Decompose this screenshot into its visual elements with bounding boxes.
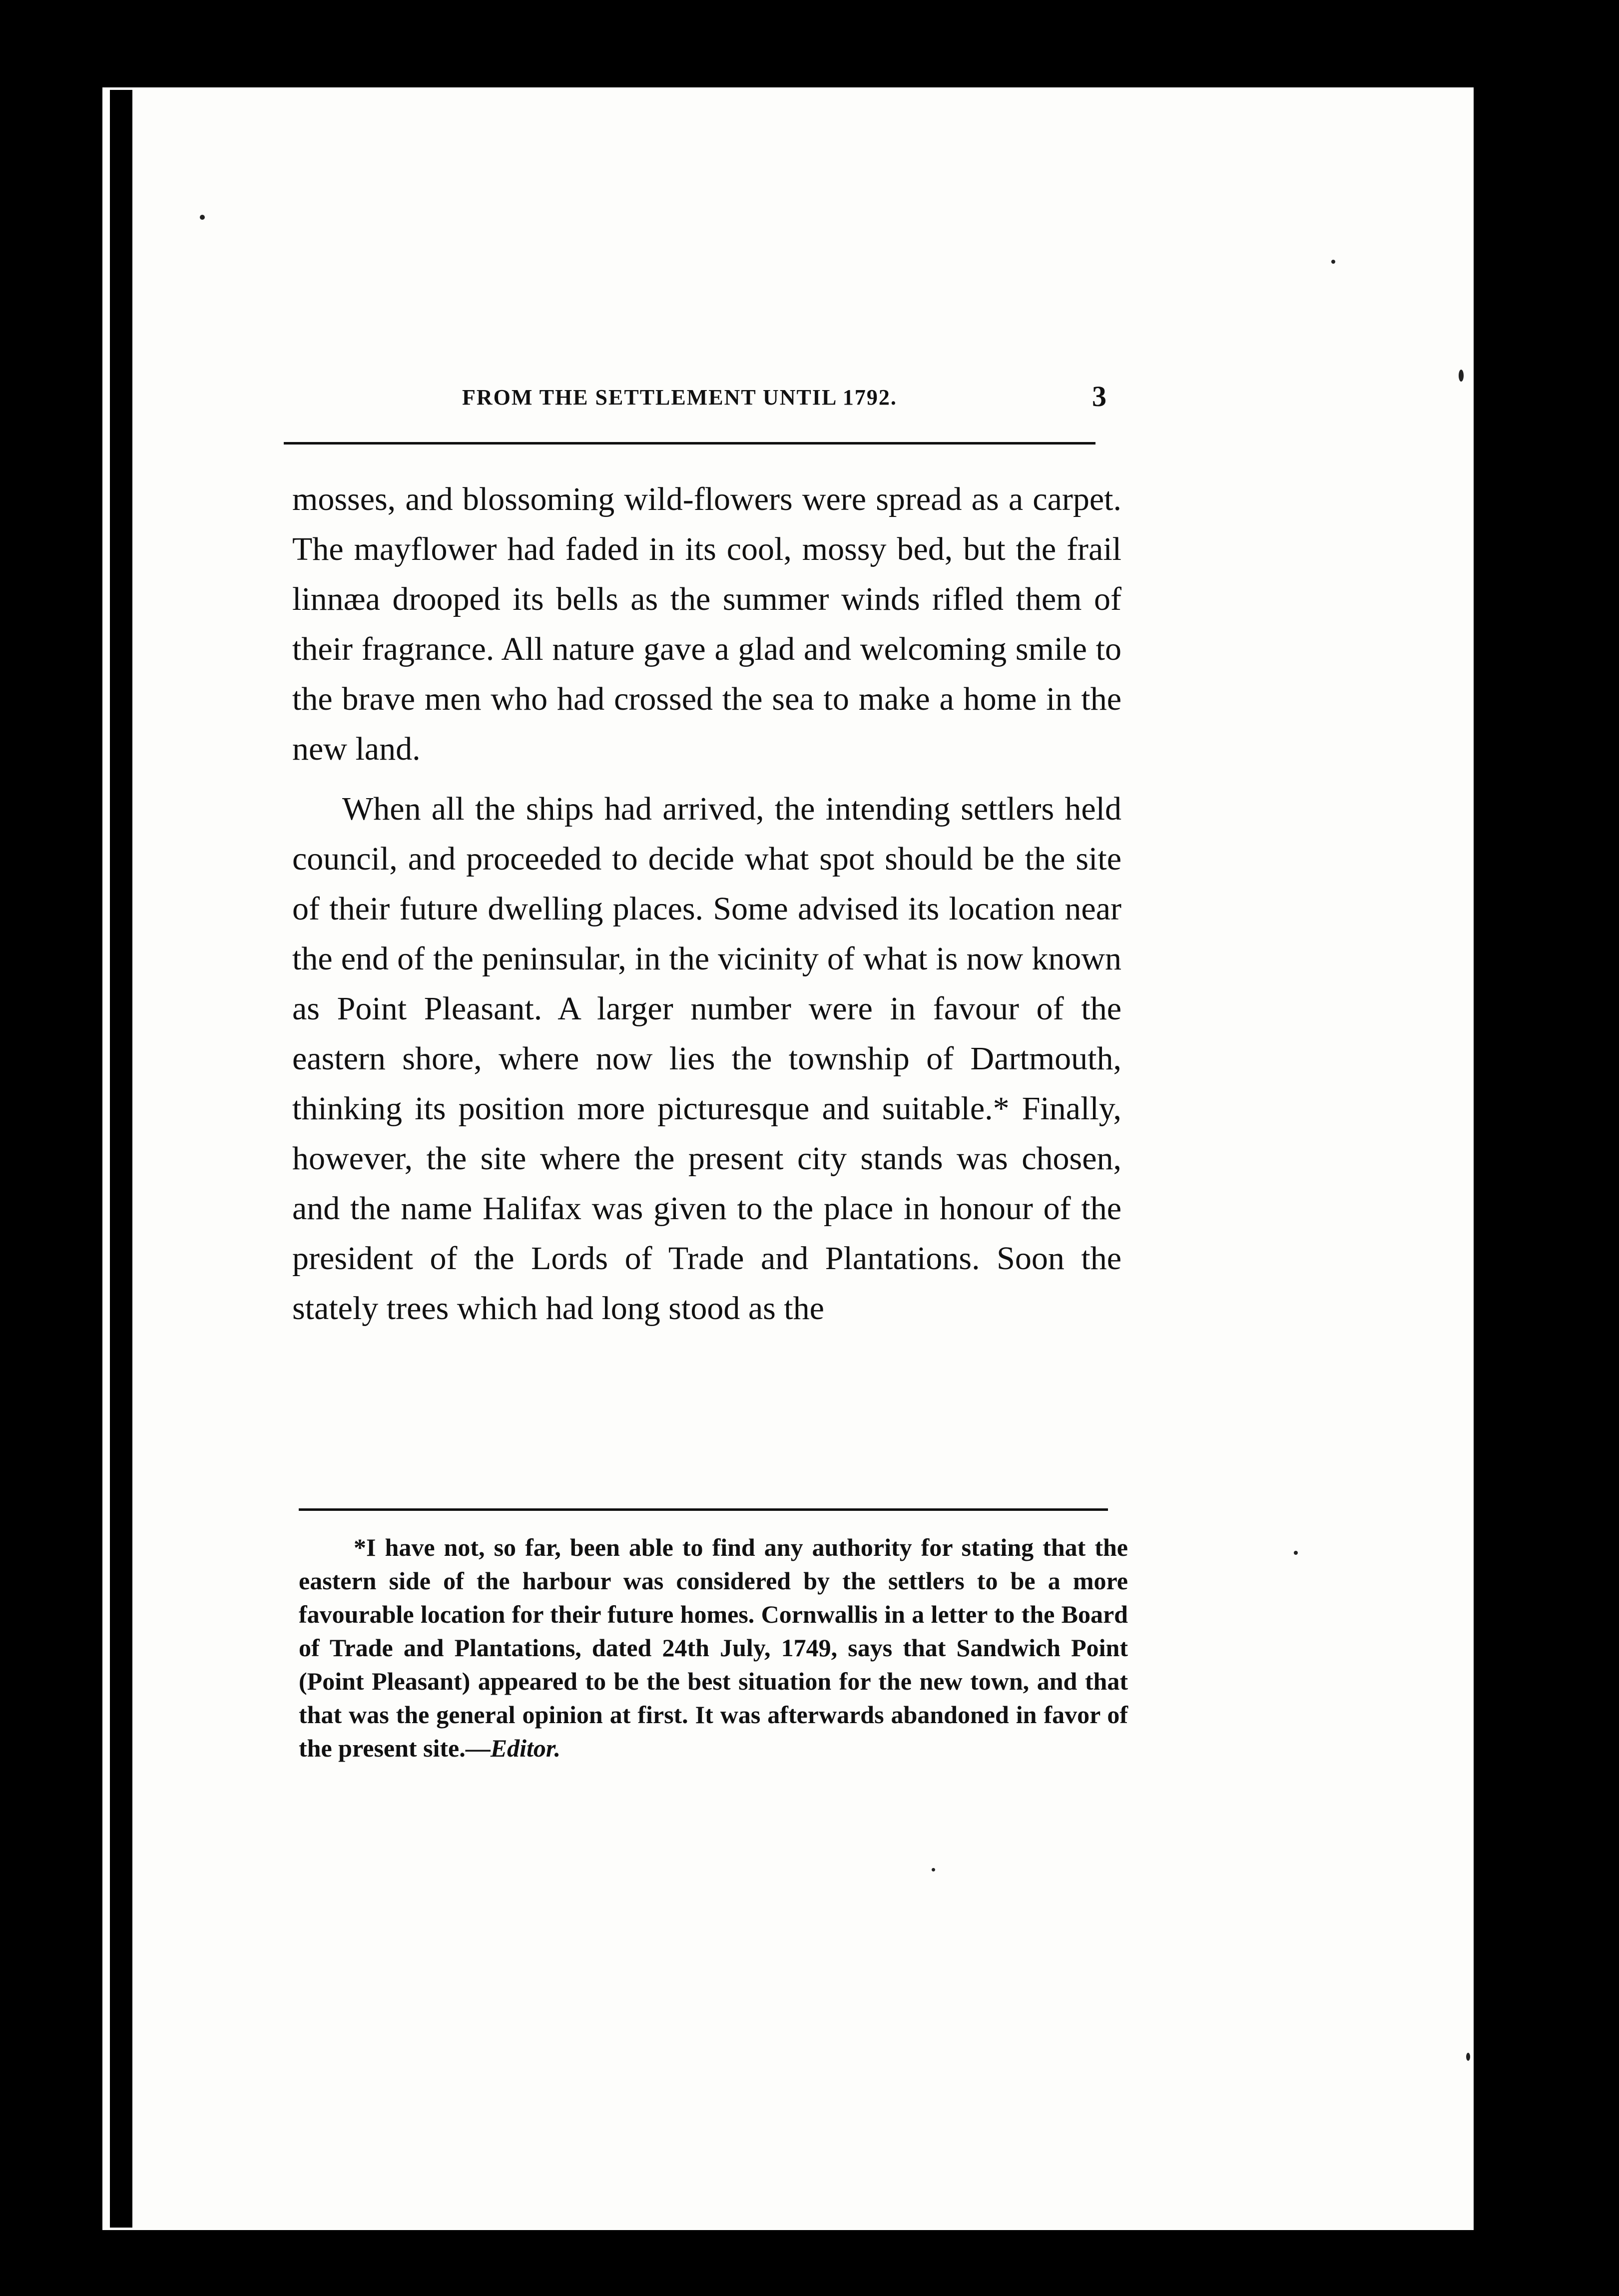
header-rule [284, 442, 1095, 445]
page-number: 3 [1092, 380, 1106, 413]
scan-speck [932, 1868, 935, 1871]
paragraph: When all the ships had arrived, the intending settlers held council, and proceeded to decide what spot should be the site of their future dwelling places. Some advised its location near the end of the peninsular, in the vicinity of what is now known as Point Pleasant. A larger number were in favour of the eastern shore, where now lies the township of Dartmouth, thinking its position more picturesque and suitable.* Finally, however, the site where the present city stands was chosen, and the name Halifax was given to the place in honour of the president of the Lords of Trade and Plantations. Soon the stately trees which had long stood as the [292, 791, 1121, 1327]
footnote-attribution: Editor. [490, 1734, 561, 1762]
scan-speck [1466, 2053, 1470, 2061]
scan-speck [1331, 260, 1335, 264]
scan-speck [200, 215, 205, 220]
scan-speck [1459, 370, 1464, 382]
page-header [292, 380, 1106, 425]
footnote-text: *I have not, so far, been able to find any authority for stating that the eastern side of the harbour was considered by the settlers to be a more favourable location for their future homes. Cornwallis in a letter to the Board of Trade and Plantations, dated 24th July, 1749, says that Sandwich Point (Point Pleasant) appeared to be the best situation for the new town, and that that was the general opinion at first. It was afterwards abandoned in favor of the present site.— [299, 1533, 1128, 1762]
footnote [299, 1531, 1128, 1765]
body-text [292, 474, 1121, 1334]
footnote-rule [299, 1508, 1108, 1511]
paragraph: mosses, and blossoming wild-flowers were spread as a carpet. The mayflower had faded in its cool, mossy bed, but the frail linnæa drooped its bells as the summer winds rifled them of their fragrance. All nature gave a glad and welcoming smile to the brave men who had crossed the sea to make a home in the new land. [292, 481, 1121, 767]
running-head: FROM THE SETTLEMENT UNTIL 1792. [462, 385, 897, 410]
scan-speck [1294, 1551, 1298, 1555]
binding-shadow [110, 90, 132, 2228]
